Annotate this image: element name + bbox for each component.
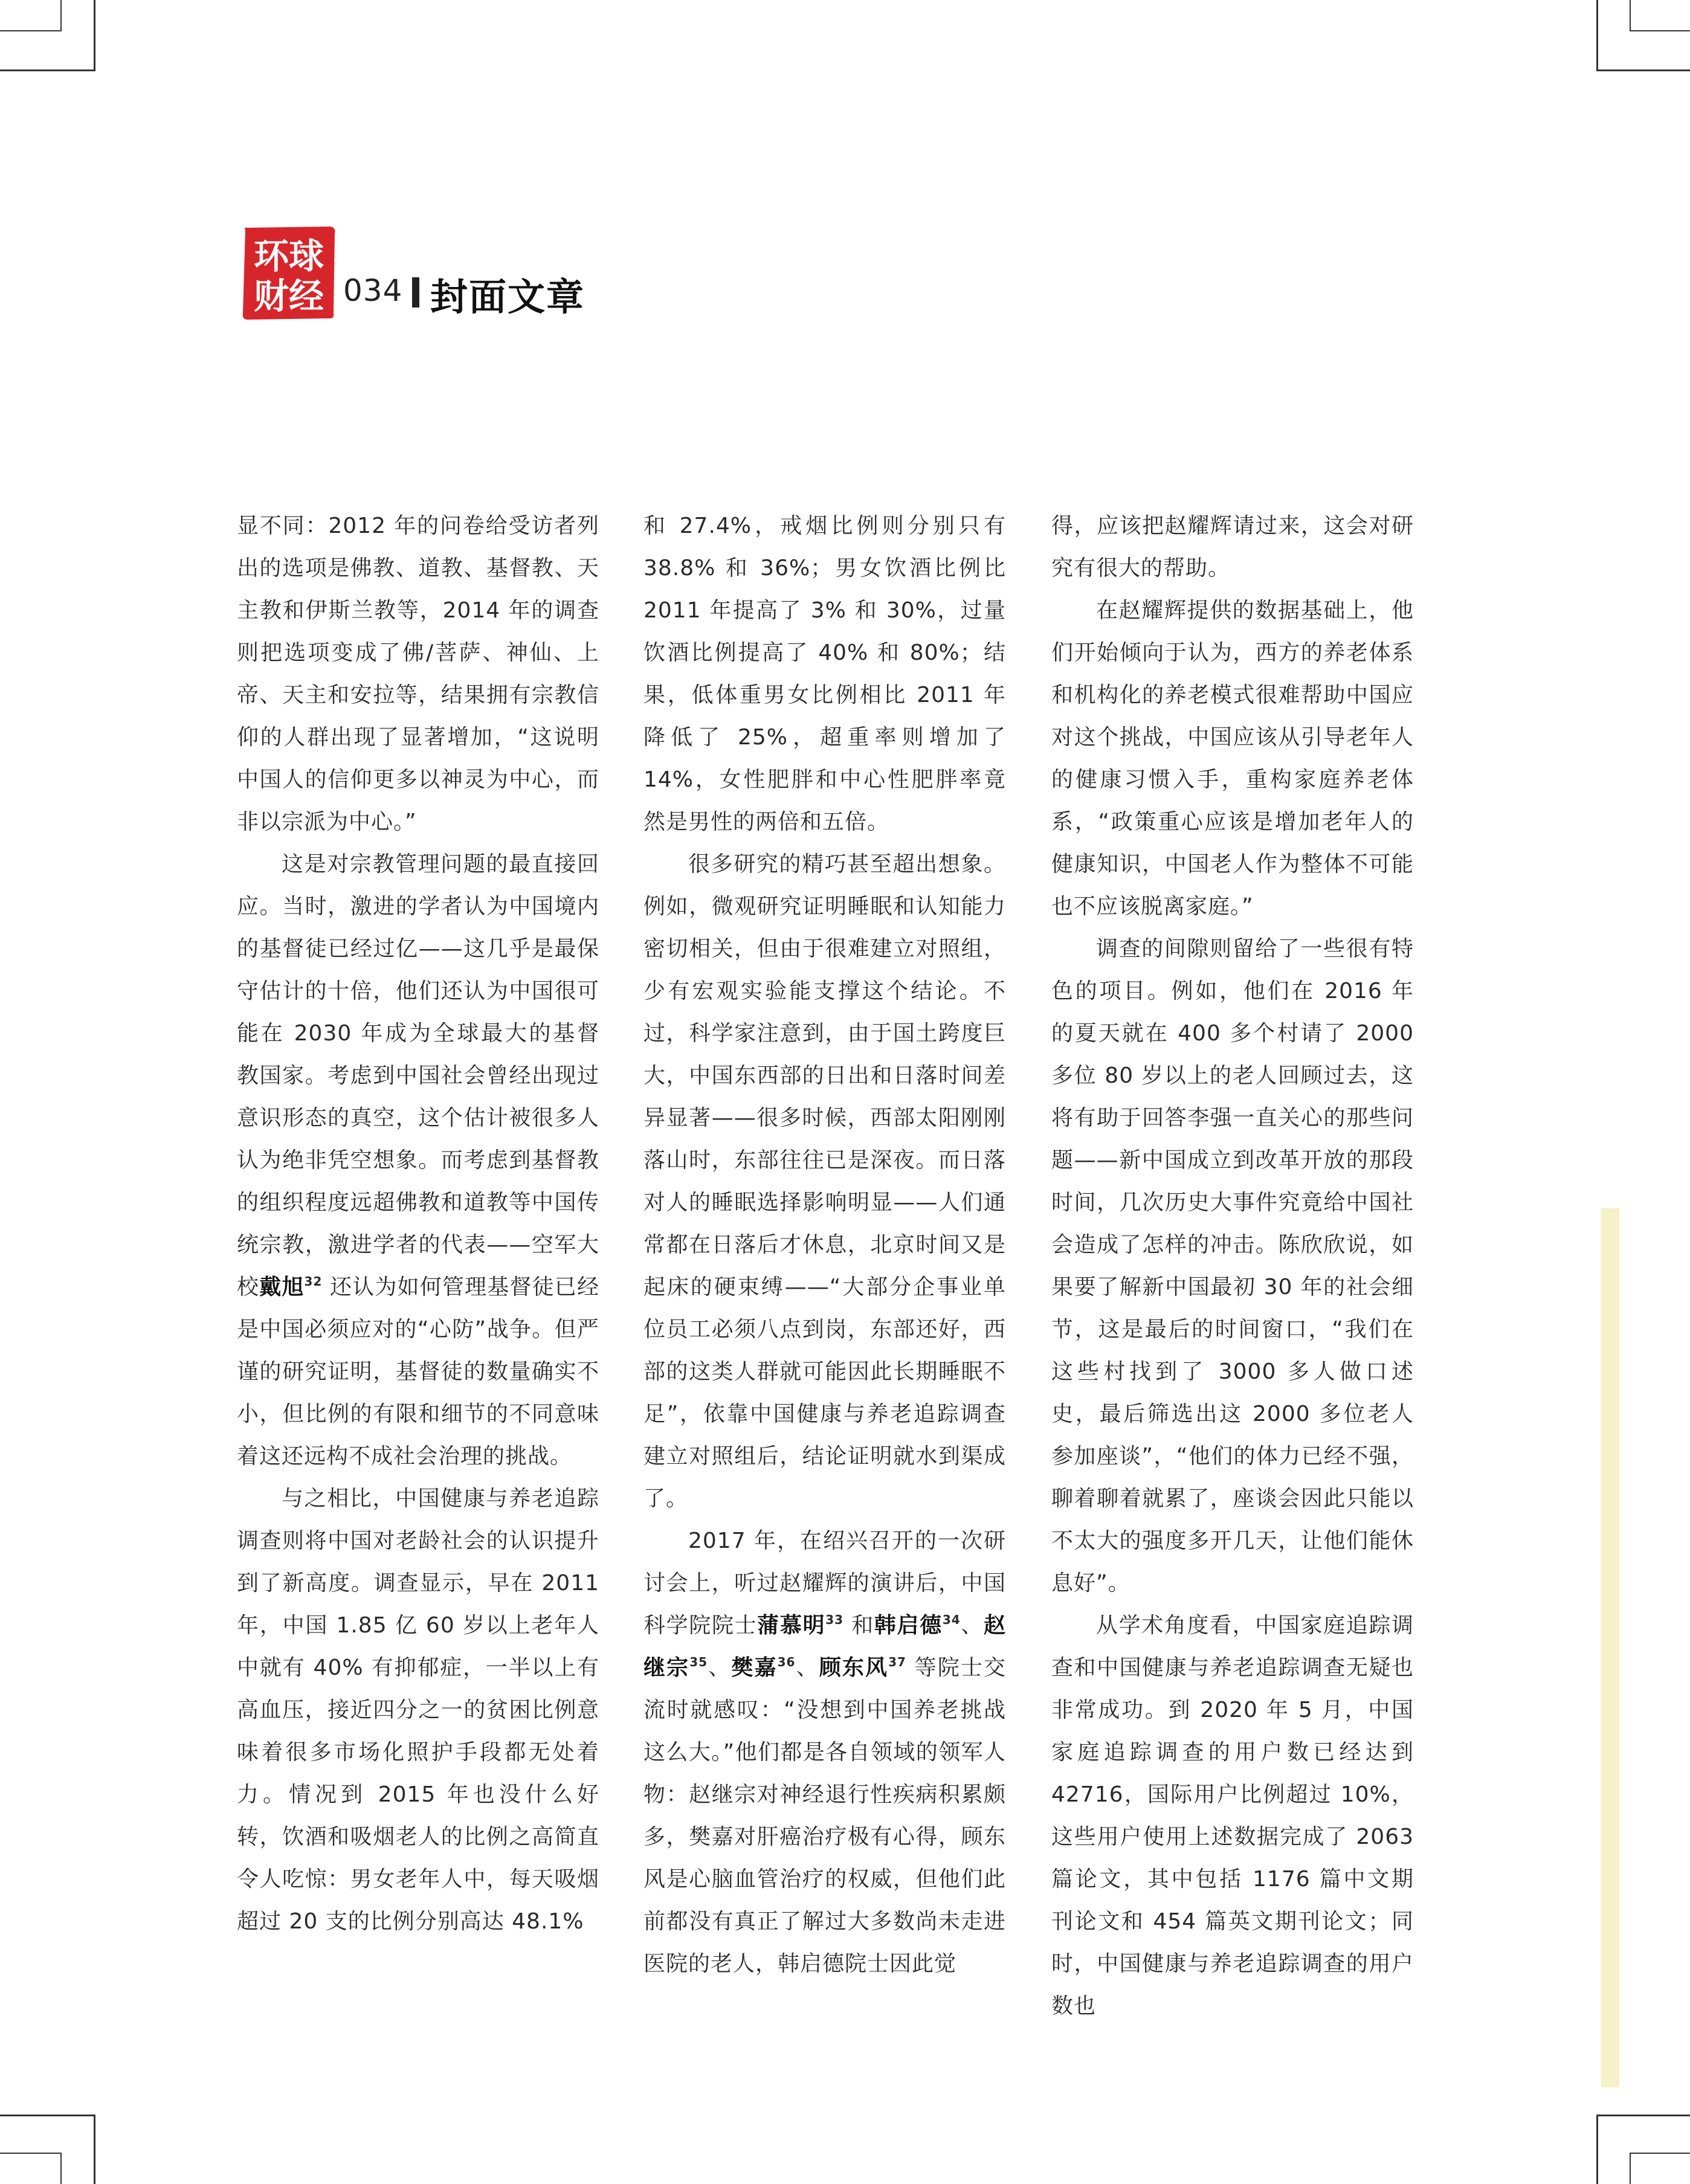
col1-paragraph-1: 显不同：2012 年的问卷给受访者列出的选项是佛教、道教、基督教、天主教和伊斯兰教等，2014 年的调查则把选项变成了佛/菩萨、神仙、上帝、天主和安拉等，结果拥有宗教信仰的人群出现了显著增加，“这说明中国人的信仰更多以神灵为中心，而非以宗派为中心。” bbox=[237, 514, 599, 834]
col3-paragraph-4: 从学术角度看，中国家庭追踪调查和中国健康与养老追踪调查无疑也非常成功。到 2020 年 5 月，中国家庭追踪调查的用户数已经达到 42716，国际用户比例超过 10%，这些用户使用上述数据完成了 2063 篇论文，其中包括 1176 篇中文期刊论文和 454 篇英文期刊论文；同时，中国健康与养老追踪调查的用户数也 bbox=[1051, 1613, 1414, 2018]
page-edge-tab bbox=[1601, 1208, 1619, 2087]
footnote-ref-35: 35 bbox=[689, 1655, 708, 1669]
footnote-ref-33: 33 bbox=[825, 1612, 844, 1627]
person-name-gudongfeng: 顾东风 bbox=[819, 1655, 889, 1680]
col1-paragraph-3: 与之相比，中国健康与养老追踪调查则将中国对老龄社会的认识提升到了新高度。调查显示，早在 2011 年，中国 1.85 亿 60 岁以上老年人中就有 40% 有抑郁症，一半以上有高血压，接近四分之一的贫困比例意味着很多市场化照护手段都无处着力。情况到 2015 年也没什么好转，饮酒和吸烟老人的比例之高简直令人吃惊：男女老年人中，每天吸烟超过 20 支的比例分别高达 48.1% bbox=[237, 1486, 599, 1934]
crop-mark-top-left-v bbox=[94, 0, 95, 71]
crop-mark-top-left-h bbox=[0, 69, 94, 71]
col2-p3-sep-3: 、 bbox=[795, 1655, 819, 1680]
person-name-hanqide: 韩启德 bbox=[874, 1613, 943, 1638]
text-column-3 bbox=[1051, 505, 1414, 2018]
crop-mark-bottom-left-h2 bbox=[0, 2153, 60, 2154]
crop-mark-bottom-right-h bbox=[1596, 2115, 1690, 2116]
crop-mark-bottom-left-v bbox=[94, 2115, 95, 2184]
col2-p3-text-b: 等院士交流时就感叹：“没想到中国养老挑战这么大。”他们都是各自领域的领军人物：赵继宗对神经退行性疾病积累颇多，樊嘉对肝癌治疗极有心得，顾东风是心脑血管治疗的权威，但他们此前都没有真正了解过大多数尚未走进医院的老人，韩启德院士因此觉 bbox=[643, 1655, 1006, 1976]
col2-p3-sep-1: 、 bbox=[960, 1613, 984, 1638]
person-name-fanjia: 樊嘉 bbox=[731, 1655, 778, 1680]
crop-mark-bottom-left-h bbox=[0, 2115, 94, 2116]
section-title: 封面文章 bbox=[430, 275, 585, 319]
col3-paragraph-1: 得，应该把赵耀辉请过来，这会对研究有很大的帮助。 bbox=[1051, 514, 1414, 581]
logo-text-top: 环球 bbox=[253, 236, 324, 277]
crop-mark-top-right-v bbox=[1596, 0, 1598, 71]
header-divider-bar bbox=[412, 277, 419, 308]
col2-p3-sep-2: 、 bbox=[708, 1655, 732, 1680]
col3-paragraph-2: 在赵耀辉提供的数据基础上，他们开始倾向于认为，西方的养老体系和机构化的养老模式很难帮助中国应对这个挑战，中国应该从引导老年人的健康习惯入手，重构家庭养老体系，“政策重心应该是增加老年人的健康知识，中国老人作为整体不可能也不应该脱离家庭。” bbox=[1051, 598, 1414, 919]
footnote-ref-37: 37 bbox=[888, 1655, 906, 1669]
footnote-ref-32: 32 bbox=[304, 1274, 323, 1289]
crop-mark-top-right-h bbox=[1596, 69, 1690, 71]
col2-p3-text-a: 2017 年，在绍兴召开的一次研讨会上，听过赵耀辉的演讲后，中国科学院院士 bbox=[643, 1528, 1006, 1638]
text-column-2 bbox=[643, 505, 1006, 1976]
crop-mark-top-left-v2 bbox=[60, 0, 62, 31]
col1-paragraph-2 bbox=[237, 843, 599, 1478]
person-name-zhaojizong: 赵继宗 bbox=[643, 1613, 1006, 1680]
crop-mark-top-left-h2 bbox=[0, 30, 60, 31]
footnote-ref-36: 36 bbox=[777, 1655, 796, 1669]
col1-p2-text-b: 还认为如何管理基督徒已经是中国必须应对的“心防”战争。但严谨的研究证明，基督徒的数量确实不小，但比例的有限和细节的不同意味着这还远构不成社会治理的挑战。 bbox=[237, 1275, 599, 1469]
col2-paragraph-3 bbox=[643, 1520, 1006, 1985]
crop-mark-top-right-h2 bbox=[1630, 30, 1690, 31]
footnote-ref-34: 34 bbox=[942, 1612, 961, 1627]
crop-mark-bottom-right-h2 bbox=[1630, 2153, 1690, 2154]
logo-text-bottom: 财经 bbox=[253, 275, 324, 317]
col2-paragraph-2: 很多研究的精巧甚至超出想象。例如，微观研究证明睡眠和认知能力密切相关，但由于很难建立对照组，少有宏观实验能支撑这个结论。不过，科学家注意到，由于国土跨度巨大，中国东西部的日出和日落时间差异显著——很多时候，西部太阳刚刚落山时，东部往往已是深夜。而日落对人的睡眠选择影响明显——人们通常都在日落后才休息，北京时间又是起床的硬束缚——“大部分企事业单位员工必须八点到岗，东部还好，西部的这类人群就可能因此长期睡眠不足”，依靠中国健康与养老追踪调查建立对照组后，结论证明就水到渠成了。 bbox=[643, 852, 1006, 1511]
col2-paragraph-1: 和 27.4%，戒烟比例则分别只有 38.8% 和 36%；男女饮酒比例比 2011 年提高了 3% 和 30%，过量饮酒比例提高了 40% 和 80%；结果，低体重男女比例相比 2011 年降低了 25%，超重率则增加了 14%，女性肥胖和中心性肥胖率竟然是男性的两倍和五倍。 bbox=[643, 514, 1006, 834]
crop-mark-bottom-left-v2 bbox=[60, 2153, 62, 2184]
person-name-daixu: 戴旭 bbox=[259, 1275, 305, 1300]
crop-mark-bottom-right-v2 bbox=[1630, 2153, 1631, 2184]
col2-p3-and: 和 bbox=[851, 1613, 874, 1638]
crop-mark-bottom-right-v bbox=[1596, 2115, 1598, 2184]
col3-paragraph-3: 调查的间隙则留给了一些很有特色的项目。例如，他们在 2016 年的夏天就在 400 多个村请了 2000 多位 80 岁以上的老人回顾过去，这将有助于回答李强一直关心的那些问题——新中国成立到改革开放的那段时间，几次历史大事件究竟给中国社会造成了怎样的冲击。陈欣欣说，如果要了解新中国最初 30 年的社会细节，这是最后的时间窗口，“我们在这些村找到了 3000 多人做口述史，最后筛选出这 2000 多位老人参加座谈”，“他们的体力已经不强，聊着聊着就累了，座谈会因此只能以不太大的强度多开几天，让他们能休息好”。 bbox=[1051, 936, 1414, 1596]
crop-mark-top-right-v2 bbox=[1630, 0, 1631, 31]
magazine-logo-seal bbox=[239, 225, 338, 321]
col1-p2-text-a: 这是对宗教管理问题的最直接回应。当时，激进的学者认为中国境内的基督徒已经过亿——这几乎是最保守估计的十倍，他们还认为中国很可能在 2030 年成为全球最大的基督教国家。考虑到中国社会曾经出现过意识形态的真空，这个估计被很多人认为绝非凭空想象。而考虑到基督教的组织程度远超佛教和道教等中国传统宗教，激进学者的代表——空军大校 bbox=[237, 852, 599, 1300]
person-name-pumuming: 蒲慕明 bbox=[757, 1613, 826, 1638]
page-number: 034 bbox=[343, 273, 403, 308]
text-column-1 bbox=[237, 505, 599, 1967]
